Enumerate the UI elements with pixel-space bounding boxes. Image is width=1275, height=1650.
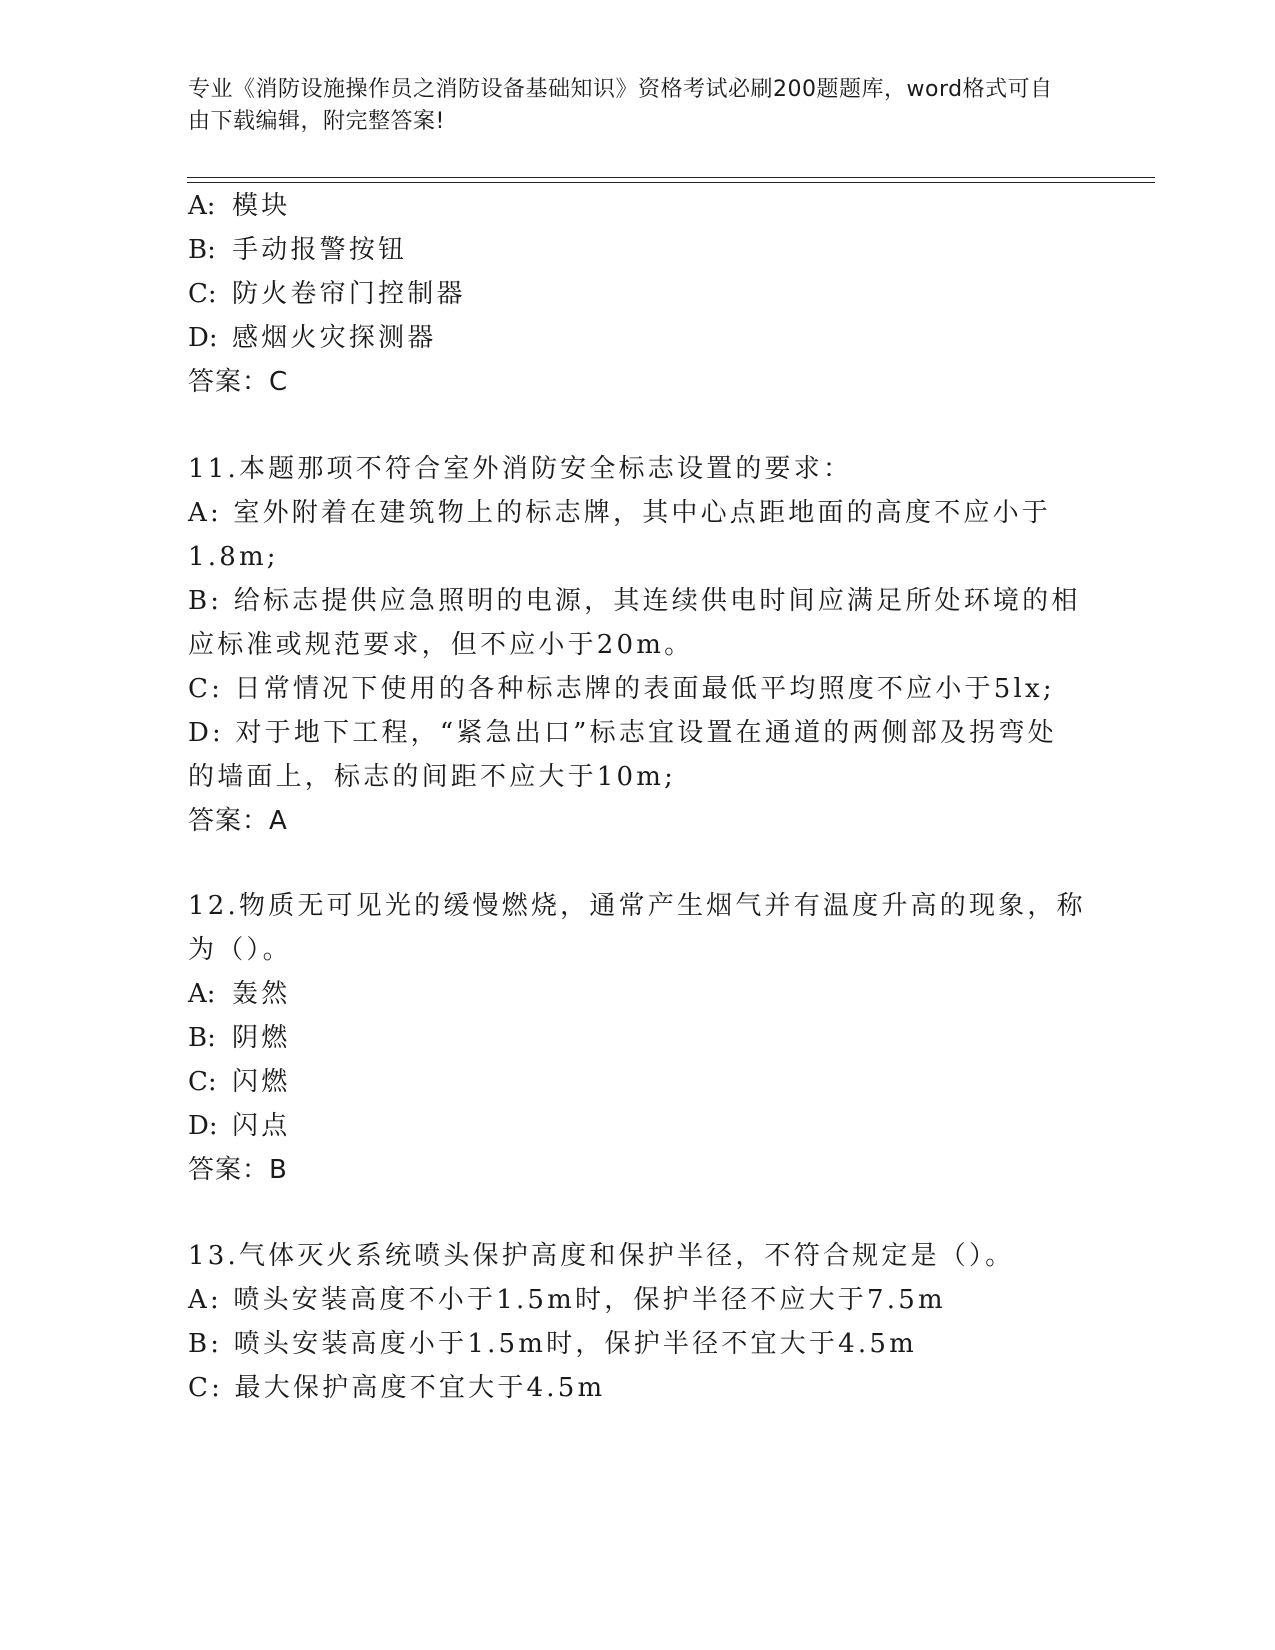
- option-label: C:: [188, 1067, 217, 1097]
- header-rule-bottom: [187, 182, 1155, 183]
- option-label: B:: [188, 1023, 216, 1053]
- q11-answer: 答案：A: [188, 806, 288, 836]
- option-text: 防火卷帘门控制器: [232, 279, 466, 309]
- q11-option-b-line2: 应标准或规范要求，但不应小于20m。: [188, 630, 694, 660]
- q13-option-c: C: 最大保护高度不宜大于4.5m: [188, 1373, 606, 1403]
- option-label: B:: [188, 235, 216, 265]
- q11-question: 11.本题那项不符合室外消防安全标志设置的要求：: [188, 454, 853, 484]
- q11-option-a-line1: A: 室外附着在建筑物上的标志牌，其中心点距地面的高度不应小于: [188, 498, 1052, 528]
- q10-option-c: [188, 278, 466, 310]
- q12-option-c: [188, 1066, 290, 1098]
- q11-option-b-line1: B: 给标志提供应急照明的电源，其连续供电时间应满足所处环境的相: [188, 586, 1081, 616]
- header-rule-top: [187, 177, 1155, 178]
- option-label: A:: [188, 191, 216, 221]
- option-label: A:: [188, 979, 216, 1009]
- q13-question: 13.气体灭火系统喷头保护高度和保护半径，不符合规定是（）。: [188, 1241, 1015, 1271]
- option-text: 感烟火灾探测器: [232, 323, 437, 353]
- option-label: D:: [188, 1111, 218, 1141]
- q12-question-line1: 12.物质无可见光的缓慢燃烧，通常产生烟气并有温度升高的现象，称: [188, 891, 1086, 921]
- q12-option-a: [188, 978, 290, 1010]
- option-text: 手动报警按钮: [232, 235, 408, 265]
- q11-option-d-line2: 的墙面上，标志的间距不应大于10m;: [188, 762, 677, 792]
- option-text: 模块: [232, 191, 291, 221]
- option-label: C:: [188, 279, 217, 309]
- q13-option-a: A: 喷头安装高度不小于1.5m时，保护半径不应大于7.5m: [188, 1285, 946, 1315]
- option-text: 闪点: [232, 1111, 291, 1141]
- q11-option-c-line1: C: 日常情况下使用的各种标志牌的表面最低平均照度不应小于5lx;: [188, 674, 1055, 704]
- q12-answer: 答案：B: [188, 1155, 288, 1185]
- q10-option-a: [188, 190, 290, 222]
- q13-option-b: B: 喷头安装高度小于1.5m时，保护半径不宜大于4.5m: [188, 1329, 917, 1359]
- option-text: 阴燃: [232, 1023, 291, 1053]
- q11-option-a-line2: 1.8m;: [188, 542, 279, 572]
- q11-option-d-line1: D: 对于地下工程，“紧急出口”标志宜设置在通道的两侧部及拐弯处: [188, 718, 1057, 748]
- option-label: D:: [188, 323, 218, 353]
- q12-option-b: [188, 1022, 290, 1054]
- document-header: 专业《消防设施操作员之消防设备基础知识》资格考试必刷200题题库，word格式可自由下载编辑，附完整答案!: [188, 77, 1053, 134]
- q12-question-line2: 为（）。: [188, 935, 292, 965]
- q12-option-d: [188, 1110, 290, 1142]
- option-text: 轰然: [232, 979, 291, 1009]
- q10-option-d: [188, 322, 436, 354]
- q10-option-b: [188, 234, 407, 266]
- option-text: 闪燃: [232, 1067, 291, 1097]
- q10-answer: 答案：C: [188, 367, 289, 397]
